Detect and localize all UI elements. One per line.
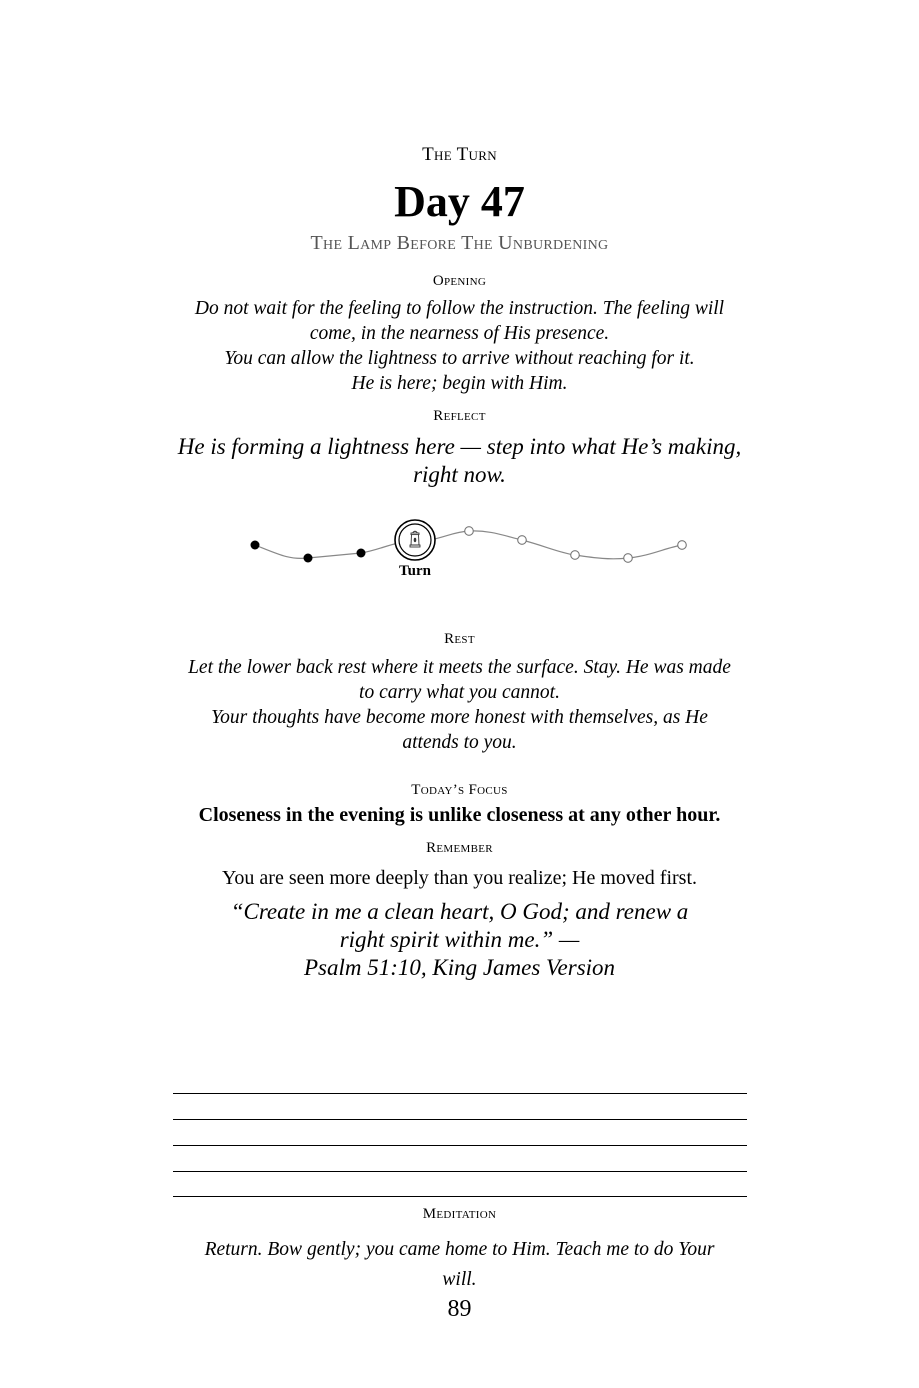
- timeline-stop-completed: [357, 549, 366, 558]
- rest-text: [0, 655, 919, 755]
- day-title: Day 47: [394, 177, 525, 226]
- timeline-stop-upcoming: [678, 541, 687, 550]
- journey-timeline: [0, 0, 919, 600]
- focus-text: Closeness in the evening is unlike closeness at any other hour.: [198, 804, 721, 826]
- reflect-line: right now.: [413, 462, 506, 487]
- opening-line: come, in the nearness of His presence.: [309, 323, 610, 344]
- journal-line[interactable]: [173, 1145, 747, 1146]
- rest-line: Your thoughts have become more honest with themselves, as He: [211, 707, 708, 728]
- remember-text: You are seen more deeply than you realize; He moved first.: [221, 867, 698, 889]
- reflect-label: Reflect: [433, 408, 486, 424]
- journal-line[interactable]: [173, 1093, 747, 1094]
- meditation-label: Meditation: [422, 1206, 497, 1222]
- page-number: 89: [447, 1296, 472, 1322]
- meditation-line: Return. Bow gently; you came home to Him. Teach me to do Your: [204, 1239, 715, 1260]
- opening-line: You can allow the lightness to arrive without reaching for it.: [224, 348, 695, 369]
- rest-label: Rest: [444, 631, 475, 647]
- meditation-line: will.: [442, 1269, 477, 1290]
- timeline-stop-upcoming: [518, 536, 527, 545]
- verse-citation: Psalm 51:10, King James Version: [303, 955, 616, 980]
- rest-line: to carry what you cannot.: [359, 682, 560, 703]
- timeline-stop-upcoming: [571, 551, 580, 560]
- day-subtitle: The Lamp Before The Unburdening: [310, 232, 609, 254]
- timeline-stop-completed: [251, 541, 260, 550]
- timeline-current-label: Turn: [399, 563, 431, 579]
- timeline-stop-completed: [304, 554, 313, 563]
- focus-label: Today’s Focus: [411, 782, 508, 798]
- timeline-stop-upcoming: [465, 527, 474, 536]
- rest-line: attends to you.: [402, 732, 517, 753]
- meditation-text: [0, 1235, 919, 1295]
- verse-line: “Create in me a clean heart, O God; and renew a: [230, 899, 689, 924]
- opening-line: Do not wait for the feeling to follow the instruction. The feeling will: [194, 298, 725, 319]
- remember-label: Remember: [426, 840, 493, 856]
- part-label: The Turn: [422, 144, 497, 165]
- opening-label: Opening: [432, 273, 487, 289]
- timeline-stop-current: [395, 520, 435, 560]
- rest-line: Let the lower back rest where it meets the surface. Stay. He was made: [188, 657, 731, 678]
- scripture-verse: [0, 898, 919, 982]
- journal-line[interactable]: [173, 1171, 747, 1172]
- reflect-line: He is forming a lightness here — step into what He’s making,: [177, 434, 742, 459]
- timeline-stop-upcoming: [624, 554, 633, 563]
- journal-line[interactable]: [173, 1119, 747, 1120]
- opening-line: He is here; begin with Him.: [351, 373, 568, 394]
- journal-line[interactable]: [173, 1196, 747, 1197]
- verse-line: right spirit within me.” —: [339, 927, 580, 952]
